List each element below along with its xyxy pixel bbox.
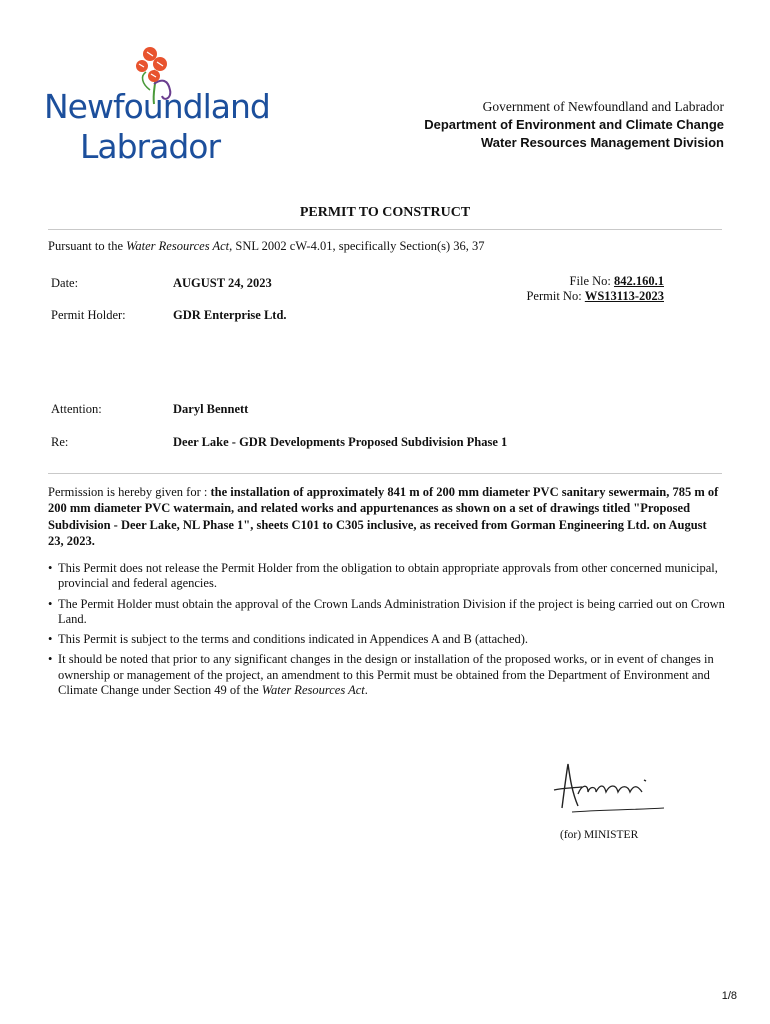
signature-caption: (for) MINISTER [560,829,639,841]
pursuant-act: Water Resources Act [126,239,230,253]
government-name: Government of Newfoundland and Labrador [482,99,724,114]
list-item [48,652,728,698]
document-title: PERMIT TO CONSTRUCT [299,205,471,220]
condition-text: It should be noted that prior to any significant changes in the design or installation of the proposed works, or in event of changes in ownership or management of the project, an amendment to this Permit must be obtained from the Department of Environment and Climate Change under Section 49 of the [58,652,714,698]
condition-end: . [364,683,368,698]
permission-body: the installation of approximately 841 m of 200 mm diameter PVC sanitary sewermain, 785 m of 200 mm diameter PVC watermain, and related works and appurtenances as shown on a set of drawings titled "Proposed Subdivision - Deer Lake, NL Phase 1", sheets C101 to C305 inclusive, as received from Gorman Engineering Ltd. on August 23, 2023. [48,485,719,548]
list-item [48,561,728,592]
letterhead [424,98,724,152]
permit-holder-label: Permit Holder: [51,308,126,322]
bullet-icon: • [48,652,53,667]
file-info [526,274,664,304]
permit-holder-value: GDR Enterprise Ltd. [173,308,287,322]
page-number: 1/8 [721,990,737,1002]
department-name: Department of Environment and Climate Change [424,117,724,132]
newfoundland-labrador-logo [44,44,270,170]
date-label: Date: [51,276,79,290]
attention-label: Attention: [51,402,102,416]
signature-image [548,758,668,818]
condition-text: The Permit Holder must obtain the approval of the Crown Lands Administration Division if the project is being carried out on Crown Land. [58,596,725,626]
divider-middle [48,473,722,474]
division-name: Water Resources Management Division [481,135,724,150]
file-number-row [526,274,664,289]
condition-act: Water Resources Act [261,683,365,698]
bullet-icon: • [48,596,53,611]
permit-number-row [526,289,664,304]
bullet-icon: • [48,561,53,575]
permission-prefix: Permission is hereby given for : [48,485,211,499]
condition-text: This Permit is subject to the terms and conditions indicated in Appendices A and B (attached). [58,632,529,647]
permission-paragraph [48,484,720,549]
file-number-value: 842.160.1 [614,274,664,288]
list-item [48,632,728,647]
pursuant-statement [48,239,485,254]
re-value: Deer Lake - GDR Developments Proposed Subdivision Phase 1 [173,435,508,449]
pursuant-prefix: Pursuant to the [48,239,127,253]
permit-number-value: WS13113-2023 [584,289,664,303]
pursuant-suffix: , SNL 2002 cW-4.01, specifically Section(s) 36, 37 [229,239,485,253]
re-label: Re: [51,435,69,449]
logo-word-labrador: Labrador [80,127,221,166]
conditions-list [48,561,728,703]
divider-top [48,229,722,230]
list-item [48,597,728,628]
bullet-icon: • [48,632,53,647]
logo-word-newfoundland: Newfoundland [44,87,270,126]
condition-text: This Permit does not release the Permit Holder from the obligation to obtain appropriate approvals from other concerned municipal, provincial and federal agencies. [58,561,718,591]
file-number-label: File No: [569,274,614,288]
attention-value: Daryl Bennett [173,402,249,416]
date-value: AUGUST 24, 2023 [173,276,272,290]
permit-number-label: Permit No: [526,289,585,303]
